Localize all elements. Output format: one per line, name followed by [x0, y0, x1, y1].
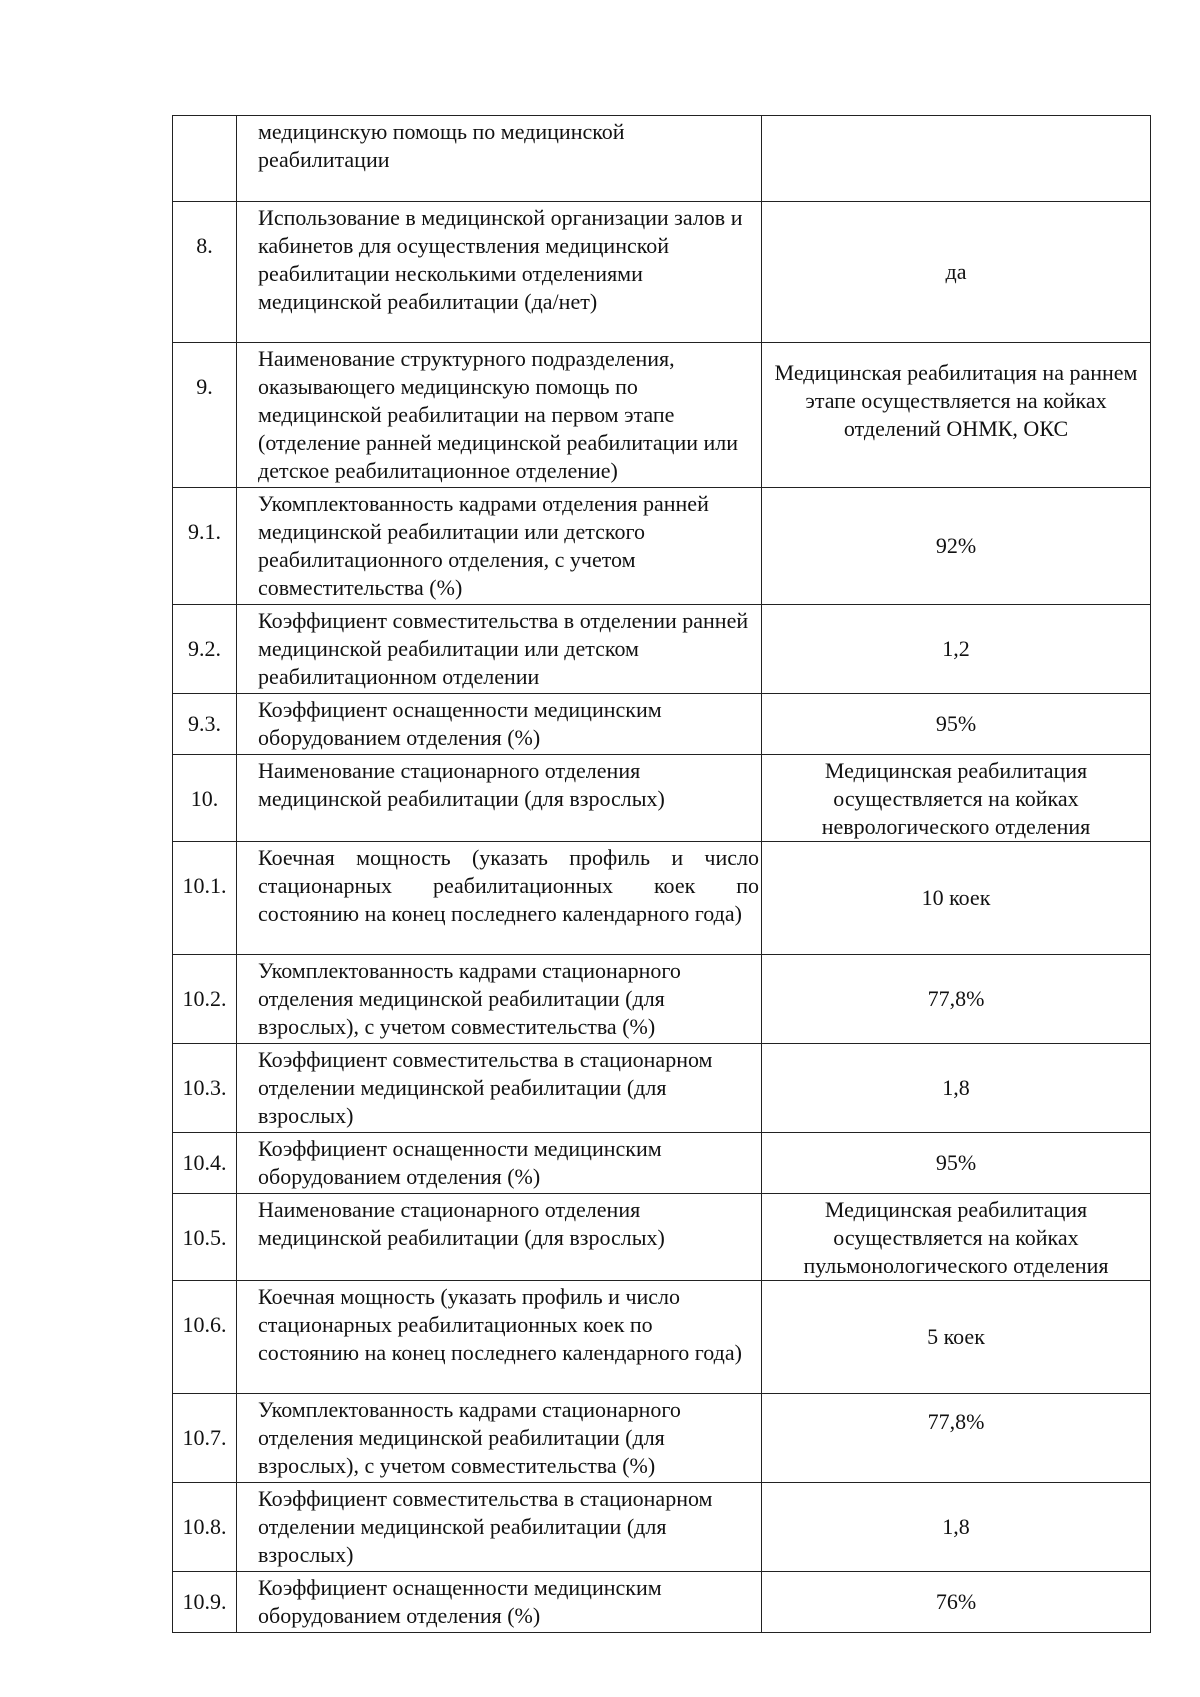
- indicators-table: [172, 115, 1151, 1633]
- row-value: 5 коек: [762, 1281, 1151, 1394]
- row-description: Укомплектованность кадрами стационарного отделения медицинской реабилитации (для взрослых), с учетом совместительства (%): [237, 1394, 762, 1483]
- table-row: [173, 694, 1151, 755]
- row-description: Коэффициент совместительства в стационарном отделении медицинской реабилитации (для взрослых): [237, 1483, 762, 1572]
- row-description: Укомплектованность кадрами отделения ранней медицинской реабилитации или детского реабилитационного отделения, с учетом совместительства (%): [237, 488, 762, 605]
- row-description: Коечная мощность (указать профиль и число стационарных реабилитационных коек по состоянию на конец последнего календарного года): [237, 1281, 762, 1394]
- row-description: Коэффициент совместительства в отделении ранней медицинской реабилитации или детском реабилитационном отделении: [237, 605, 762, 694]
- row-number: [173, 116, 237, 202]
- table-row: [173, 1483, 1151, 1572]
- row-value: 95%: [762, 1133, 1151, 1194]
- row-description: Укомплектованность кадрами стационарного отделения медицинской реабилитации (для взрослых), с учетом совместительства (%): [237, 955, 762, 1044]
- row-value: 1,8: [762, 1483, 1151, 1572]
- table-row: [173, 1572, 1151, 1633]
- row-number: 10.9.: [173, 1572, 237, 1633]
- row-value: 95%: [762, 694, 1151, 755]
- row-number: 10.6.: [173, 1281, 237, 1394]
- table-row: [173, 1133, 1151, 1194]
- row-number: 10.7.: [173, 1394, 237, 1483]
- row-description: Коэффициент оснащенности медицинским оборудованием отделения (%): [237, 694, 762, 755]
- row-description: Коэффициент совместительства в стационарном отделении медицинской реабилитации (для взрослых): [237, 1044, 762, 1133]
- table-row: [173, 1194, 1151, 1281]
- row-description: Наименование стационарного отделения медицинской реабилитации (для взрослых): [237, 755, 762, 842]
- row-number: 9.2.: [173, 605, 237, 694]
- row-value: 1,8: [762, 1044, 1151, 1133]
- row-value: 10 коек: [762, 842, 1151, 955]
- row-value: 76%: [762, 1572, 1151, 1633]
- row-value: [762, 116, 1151, 202]
- row-number: 10.: [173, 755, 237, 842]
- table-row: [173, 116, 1151, 202]
- row-value: да: [762, 202, 1151, 343]
- table-row: [173, 605, 1151, 694]
- row-description: Наименование стационарного отделения медицинской реабилитации (для взрослых): [237, 1194, 762, 1281]
- row-number: 9.1.: [173, 488, 237, 605]
- row-description: Использование в медицинской организации залов и кабинетов для осуществления медицинской реабилитации несколькими отделениями медицинской реабилитации (да/нет): [237, 202, 762, 343]
- row-description: медицинскую помощь по медицинской реабилитации: [237, 116, 762, 202]
- table-row: [173, 343, 1151, 488]
- table-row: [173, 955, 1151, 1044]
- row-number: 10.2.: [173, 955, 237, 1044]
- row-number: 10.8.: [173, 1483, 237, 1572]
- row-description: Коэффициент оснащенности медицинским оборудованием отделения (%): [237, 1572, 762, 1633]
- row-value: 92%: [762, 488, 1151, 605]
- row-value: Медицинская реабилитация осуществляется на койках неврологического отделения: [762, 755, 1151, 842]
- row-number: 10.1.: [173, 842, 237, 955]
- row-description: Коечная мощность (указать профиль и число стационарных реабилитационных коек по состоянию на конец последнего календарного года): [237, 842, 762, 955]
- table-row: [173, 755, 1151, 842]
- row-value: 1,2: [762, 605, 1151, 694]
- row-number: 8.: [173, 202, 237, 343]
- row-description: Коэффициент оснащенности медицинским оборудованием отделения (%): [237, 1133, 762, 1194]
- row-number: 10.3.: [173, 1044, 237, 1133]
- table-row: [173, 842, 1151, 955]
- table-row: [173, 1281, 1151, 1394]
- table-row: [173, 1394, 1151, 1483]
- row-value: 77,8%: [762, 955, 1151, 1044]
- row-value: Медицинская реабилитация на раннем этапе осуществляется на койках отделений ОНМК, ОКС: [762, 343, 1151, 488]
- row-description: Наименование структурного подразделения, оказывающего медицинскую помощь по медицинской реабилитации на первом этапе (отделение ранней медицинской реабилитации или детское реабилитационное отделение): [237, 343, 762, 488]
- row-number: 10.4.: [173, 1133, 237, 1194]
- row-value: Медицинская реабилитация осуществляется на койках пульмонологического отделения: [762, 1194, 1151, 1281]
- row-number: 10.5.: [173, 1194, 237, 1281]
- table-row: [173, 1044, 1151, 1133]
- row-number: 9.3.: [173, 694, 237, 755]
- row-number: 9.: [173, 343, 237, 488]
- table-row: [173, 202, 1151, 343]
- row-value: 77,8%: [762, 1394, 1151, 1483]
- table-row: [173, 488, 1151, 605]
